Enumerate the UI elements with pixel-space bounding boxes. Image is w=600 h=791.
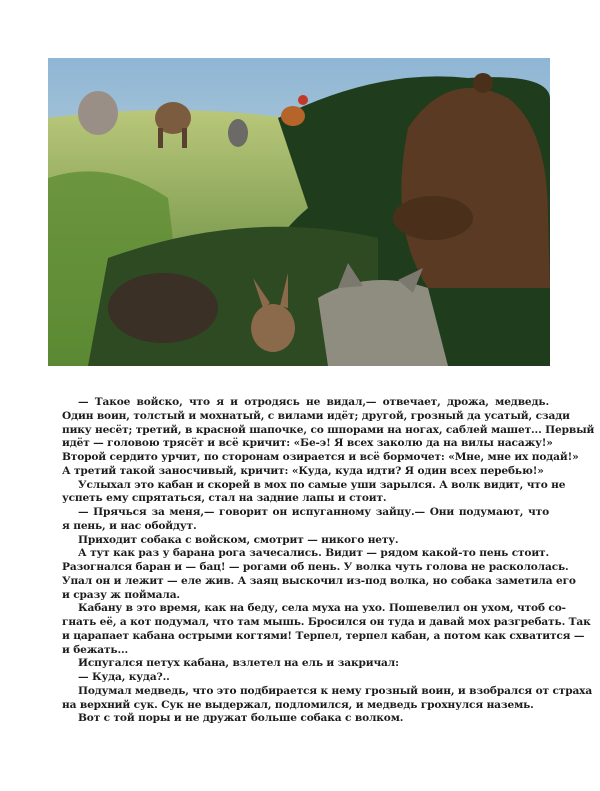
text-line: пику несёт; третий, в красной шапочке, со шпорами на ногах, саблей машет... Первый — [62, 423, 595, 436]
text-line: А тут как раз у барана рога зачесались. Видит — рядом какой-то пень стоит. — [78, 547, 549, 560]
text-line: Разогнался баран и — бац! — рогами об пень. У волка чуть голова не раскололась. — [62, 561, 569, 573]
text-line: и бежать... — [62, 643, 129, 656]
sheep-figure — [78, 91, 118, 135]
story-text — [62, 396, 595, 726]
text-line: Вот с той поры и не дружат больше собака с волком. — [78, 712, 404, 725]
text-line: Кабану в это время, как на беду, села муха на ухо. Пошевелил он ухом, чтоб со- — [78, 602, 566, 615]
text-line: гнать её, а кот подумал, что там мышь. Бросился он туда и давай мох разгребать. Так — [62, 616, 591, 628]
story-illustration — [48, 58, 550, 366]
text-line: Упал он и лежит — еле жив. А заяц выскочил из-под волка, но собака заметила его — [62, 574, 576, 587]
text-line: А третий такой заносчивый, кричит: «Куда, куда идти? Я один всех перебью!» — [62, 464, 544, 477]
text-line: Услыхал это кабан и скорей в мох по самые уши зарылся. А волк видит, что не — [78, 478, 566, 491]
text-line: Приходит собака с войском, смотрит — никого нету. — [78, 533, 399, 546]
text-line: и сразу ж поймала. — [62, 588, 180, 601]
boar-figure — [108, 273, 218, 343]
text-line: — Такое войско, что я и отродясь не видал,— отвечает, дрожа, медведь. — [78, 396, 549, 408]
text-line: Один воин, толстый и мохнатый, с вилами идёт; другой, грозный да усатый, сзади — [62, 409, 570, 422]
text-line: Испугался петух кабана, взлетел на ель и закричал: — [78, 657, 399, 670]
text-line: Подумал медведь, что это подбирается к нему грозный воин, и взобрался от страха — [78, 684, 593, 697]
text-line: и царапает кабана острыми когтями! Терпел, терпел кабан, а потом как схватится — — [62, 629, 585, 642]
text-line: — Прячься за меня,— говорит он испуганному зайцу.— Они подумают, что — [78, 506, 549, 518]
text-line: успеть ему спрятаться, стал на задние лапы и стоит. — [62, 492, 387, 505]
text-line: Второй сердито урчит, по сторонам озирается и всё бормочет: «Мне, мне их подай!» — [62, 451, 579, 463]
text-line: идёт — головою трясёт и всё кричит: «Бе-э! Я всех заколю да на вилы насажу!» — [62, 437, 553, 450]
text-line: на верхний сук. Сук не выдержал, подломился, и медведь грохнулся наземь. — [62, 698, 534, 711]
text-line: я пень, и нас обойдут. — [62, 519, 197, 532]
cat-figure — [228, 119, 248, 147]
text-line: — Куда, куда?.. — [78, 671, 170, 683]
